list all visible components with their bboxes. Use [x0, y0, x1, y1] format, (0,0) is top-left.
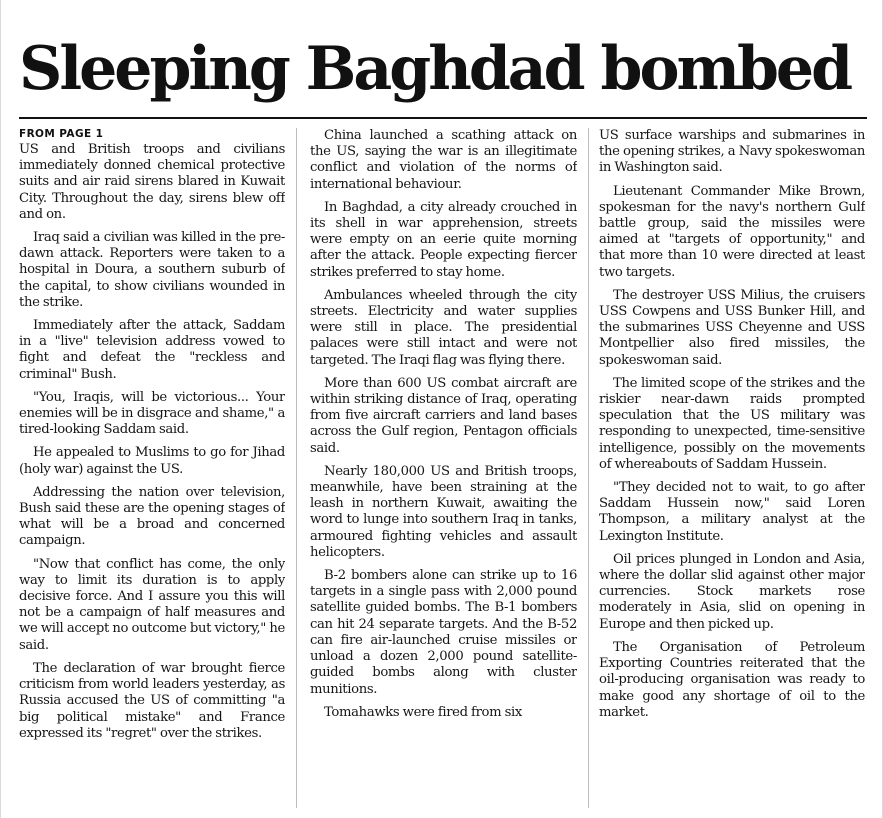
- column-divider: [588, 128, 589, 808]
- paragraph: The limited scope of the strikes and the riskier near-dawn raids prompted speculation that the US military was responding to unexpected, time-sensitive intelligence, possibly on the movements of whereabouts of Saddam Hussein.: [599, 375, 865, 472]
- paragraph: Oil prices plunged in London and Asia, where the dollar slid against other major currencies. Stock markets rose moderately in Asia, slid on opening in Europe and then picked up.: [599, 551, 865, 632]
- paragraph: B-2 bombers alone can strike up to 16 targets in a single pass with 2,000 pound satellite guided bombs. The B-1 bombers can hit 24 separate targets. And the B-52 can fire air-launched cruise missiles or unload a dozen 2,000 pound satellite-guided bombs along with cluster munitions.: [310, 568, 577, 697]
- paragraph: Iraq said a civilian was killed in the pre-dawn attack. Reporters were taken to a hospital in Doura, a southern suburb of the capital, to show civilians wounded in the strike.: [19, 230, 285, 310]
- headline-rule: [19, 117, 867, 119]
- paragraph: Ambulances wheeled through the city streets. Electricity and water supplies were still in place. The presidential palaces were still intact and were not targeted. The Iraqi flag was flying there.: [310, 287, 577, 368]
- paragraph: Lieutenant Commander Mike Brown, spokesman for the navy's northern Gulf battle group, said the missiles were aimed at "targets of opportunity," and that more than 10 were directed at least two targets.: [599, 183, 865, 280]
- paragraph: US surface warships and submarines in the opening strikes, a Navy spokeswoman in Washington said.: [599, 128, 865, 176]
- paragraph: Addressing the nation over television, Bush said these are the opening stages of what will be a broad and concerned campaign.: [19, 484, 285, 549]
- article-column-1: [19, 128, 285, 810]
- paragraph: "Now that conflict has come, the only way to limit its duration is to apply decisive force. And I assure you this will not be a campaign of half measures and we will accept no outcome but victory," he said.: [19, 556, 285, 653]
- page-continuation-label: FROM PAGE 1: [19, 128, 104, 140]
- paragraph: In Baghdad, a city already crouched in its shell in war apprehension, streets were empty on an eerie quite morning after the attack. People expecting fiercer strikes preferred to stay home.: [310, 199, 577, 280]
- paragraph: The destroyer USS Milius, the cruisers USS Cowpens and USS Bunker Hill, and the submarines USS Cheyenne and USS Montpellier also fired missiles, the spokeswoman said.: [599, 287, 865, 368]
- article-column-3: [599, 128, 865, 810]
- paragraph: Immediately after the attack, Saddam in a "live" television address vowed to fight and defeat the "reckless and criminal" Bush.: [19, 318, 285, 382]
- column-divider: [296, 128, 297, 808]
- paragraph: Nearly 180,000 US and British troops, meanwhile, have been straining at the leash in northern Kuwait, awaiting the word to lunge into southern Iraq in tanks, armoured fighting vehicles and assault helicopters.: [310, 463, 577, 560]
- paragraph: "They decided not to wait, to go after Saddam Hussein now," said Loren Thompson, a military analyst at the Lexington Institute.: [599, 480, 865, 544]
- paragraph: More than 600 US combat aircraft are within striking distance of Iraq, operating from five aircraft carriers and land bases across the Gulf region, Pentagon officials said.: [310, 375, 577, 456]
- paragraph: The declaration of war brought fierce criticism from world leaders yesterday, as Russia accused the US of committing "a big political mistake" and France expressed its "regret" over the strikes.: [19, 660, 285, 741]
- headline: Sleeping Baghdad bombed: [19, 34, 851, 104]
- paragraph: China launched a scathing attack on the US, saying the war is an illegitimate conflict and violation of the norms of international behaviour.: [310, 128, 577, 192]
- article-column-2: [310, 128, 577, 810]
- paragraph: The Organisation of Petroleum Exporting Countries reiterated that the oil-producing organisation was ready to make good any shortage of oil to the market.: [599, 639, 865, 720]
- paragraph: US and British troops and civilians immediately donned chemical protective suits and air raid sirens blared in Kuwait City. Throughout the day, sirens blew off and on.: [19, 142, 285, 222]
- paragraph: "You, Iraqis, will be victorious... Your enemies will be in disgrace and shame," a tired-looking Saddam said.: [19, 389, 285, 438]
- paragraph: He appealed to Muslims to go for Jihad (holy war) against the US.: [19, 445, 285, 477]
- paragraph: Tomahawks were fired from six: [324, 704, 522, 720]
